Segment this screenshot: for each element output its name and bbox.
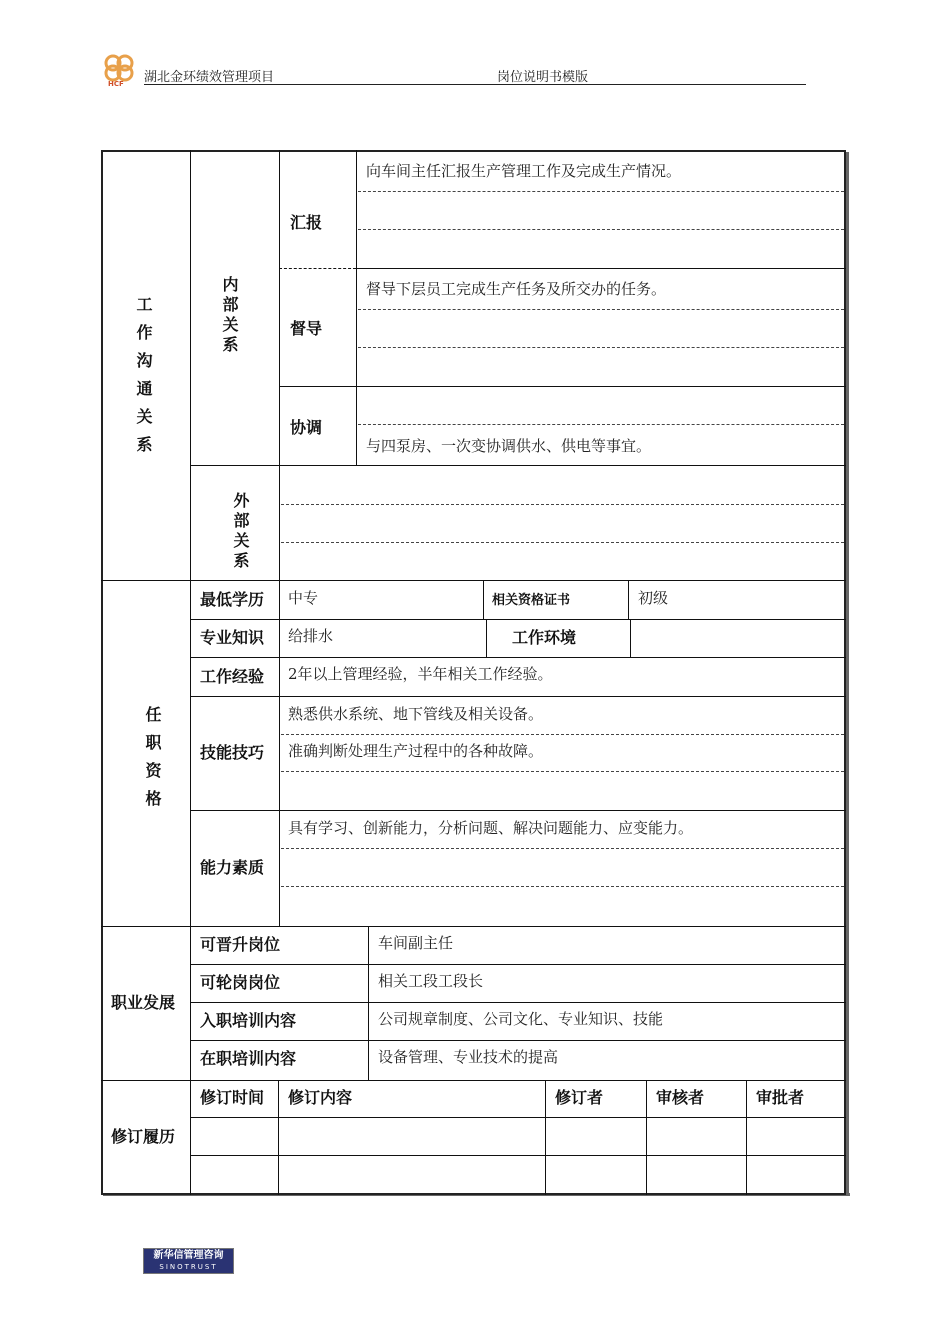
row-divider [190,657,846,658]
row-divider [190,1040,846,1041]
row-divider [279,386,846,387]
column-divider [356,150,357,465]
row-divider [190,465,846,466]
knowledge-label: 专业知识 [200,628,265,647]
induction-value: 公司规章制度、公司文化、专业知识、技能 [378,1010,664,1028]
dashed-rule [281,886,844,887]
section-divider [101,1080,846,1081]
revision-col-header: 修订时间 [200,1088,265,1107]
education-value: 中专 [288,589,319,607]
report-text: 向车间主任汇报生产管理工作及完成生产情况。 [366,162,682,180]
dashed-rule [358,309,844,310]
promote-label: 可晋升岗位 [200,935,281,954]
skills-label: 技能技巧 [200,743,265,762]
section-divider [101,580,846,581]
education-label: 最低学历 [200,590,265,609]
certificate-label: 相关资格证书 [492,593,571,608]
dashed-rule [358,191,844,192]
document-title: 岗位说明书模版 [497,70,589,85]
rotate-label: 可轮岗岗位 [200,973,281,992]
rotate-value: 相关工段工段长 [378,972,484,990]
experience-label: 工作经验 [200,667,265,686]
project-title: 湖北金环绩效管理项目 [144,70,275,85]
ability-value: 具有学习、创新能力，分析问题、解决问题能力、应变能力。 [288,819,694,837]
supervise-text: 督导下层员工完成生产任务及所交办的任务。 [366,280,667,298]
column-divider [368,926,369,1080]
revision-col-header: 审批者 [756,1088,805,1107]
dashed-rule [281,848,844,849]
header-rule [144,84,806,85]
table-shadow-right [846,152,849,1196]
row-divider [190,810,846,811]
ability-label: 能力素质 [200,858,265,877]
promote-value: 车间副主任 [378,934,454,952]
revision-col-header: 修订者 [555,1088,604,1107]
row-divider [190,696,846,697]
footer-logo-en: SINOTRUST [159,1263,218,1271]
row-divider [356,268,846,269]
hcf-logo [100,54,140,94]
revision-col-header: 修订内容 [288,1088,353,1107]
external-relations-title: 外部关系 [231,492,250,572]
onjob-label: 在职培训内容 [200,1049,297,1068]
coordinate-label: 协调 [290,418,323,437]
career-title: 职业发展 [111,993,176,1012]
work-communication-title: 工作沟通关系 [134,296,153,464]
row-divider-dashed [279,268,356,269]
row-divider [190,1002,846,1003]
dashed-rule [358,229,844,230]
knowledge-value: 给排水 [288,627,334,645]
column-divider [486,619,487,657]
footer-logo-cn: 新华信管理咨询 [153,1250,224,1261]
skill-item: 熟悉供水系统、地下管线及相关设备。 [288,705,544,723]
environment-label: 工作环境 [512,628,577,647]
column-divider [545,1080,546,1195]
row-divider [190,1155,846,1156]
revision-col-header: 审核者 [656,1088,705,1107]
row-divider [190,964,846,965]
skill-item: 准确判断处理生产过程中的各种故障。 [288,742,544,760]
column-divider [646,1080,647,1195]
column-divider [190,150,191,1195]
dashed-rule [281,504,844,505]
column-divider [628,580,629,619]
experience-value: 2年以上管理经验，半年相关工作经验。 [288,665,553,683]
column-divider [630,619,631,657]
revision-title: 修订履历 [111,1127,176,1146]
induction-label: 入职培训内容 [200,1011,297,1030]
qualification-title: 任职资格 [143,706,162,818]
logo-caption: HCF [108,80,124,88]
column-divider [483,580,484,619]
sinotrust-logo [143,1248,234,1274]
dashed-rule [281,771,844,772]
report-label: 汇报 [290,213,323,232]
dashed-rule [281,542,844,543]
column-divider [278,1080,279,1195]
row-divider [190,1117,846,1118]
row-divider [190,619,846,620]
dashed-rule [358,424,844,425]
dashed-rule [281,734,844,735]
supervise-label: 督导 [290,319,323,338]
column-divider [279,580,280,926]
coordinate-text: 与四泵房、一次变协调供水、供电等事宜。 [366,437,652,455]
column-divider [279,150,280,580]
column-divider [746,1080,747,1195]
certificate-value: 初级 [638,589,669,607]
onjob-value: 设备管理、专业技术的提高 [378,1048,559,1066]
section-divider [101,926,846,927]
internal-relations-title: 内部关系 [220,276,239,356]
dashed-rule [358,347,844,348]
